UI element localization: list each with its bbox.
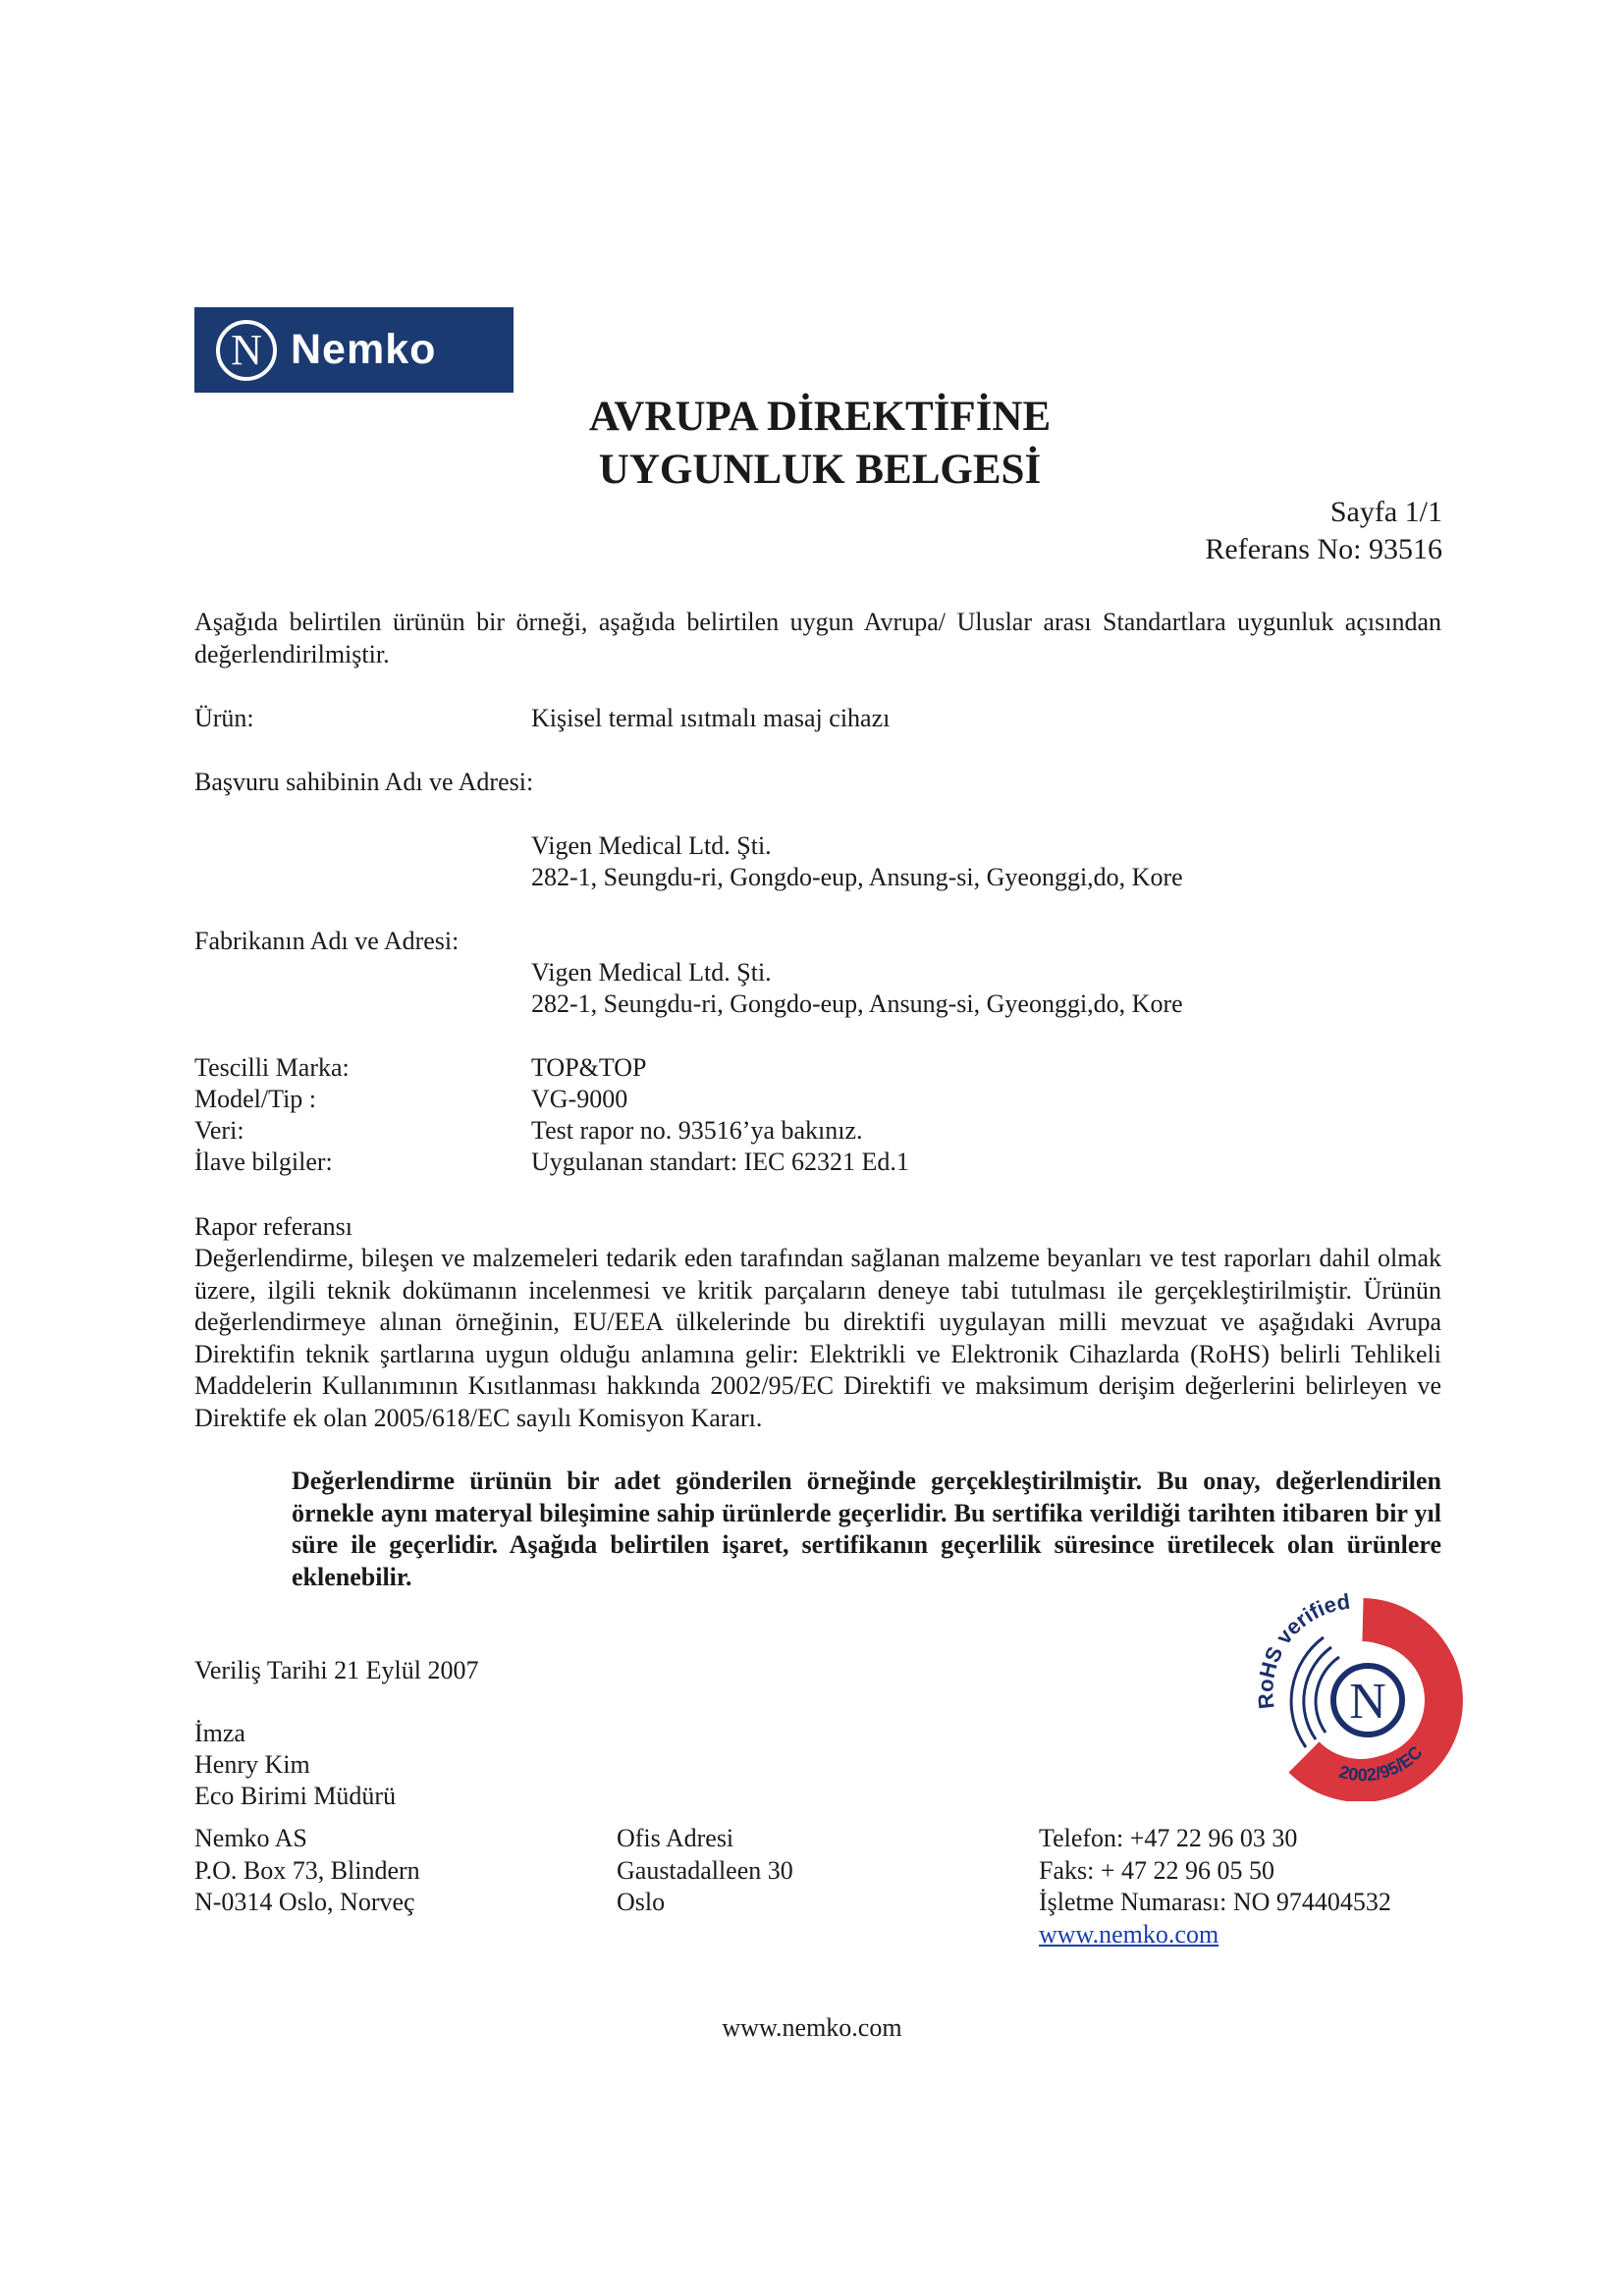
nemko-logo-text: Nemko [291,326,437,373]
fax-number: Faks: + 47 22 96 05 50 [1039,1855,1275,1885]
registration-number: İşletme Numarası: NO 974404532 [1039,1888,1391,1916]
data-label: Veri: [194,1116,244,1145]
report-body: Değerlendirme, bileşen ve malzemeleri tedarik eden tarafından sağlanan malzeme beyanları ve test raporları dahil olmak üzere, ilgili teknik dokümanın incelenmesi ve kritik parçaların deneye tabi tutulması ile gerçekleştirilmiştir. Ürünün değerlendirmeye alınan örneğinin, EU/EEA ülkelerinde bu direktifi uygulayan milli mevzuat ve aşağıdaki Avrupa Direktifin teknik şartlarına uygun olduğu anlamına gelir: Elektrikli ve Elektronik Cihazlarda (RoHS) belirli Tehlikeli Maddelerin Kullanımının Kısıtlanması hakkında 2002/95/EC Direktifi ve maksimum derişim değerlerini belirleyen ve Direktife ek olan 2005/618/EC sayılı Komisyon Kararı. [194,1244,1441,1432]
applicant-address: 282-1, Seungdu-ri, Gongdo-eup, Ansung-si, Gyeonggi,do, Kore [531,863,1183,891]
title-line-2: UYGUNLUK BELGESİ [598,447,1042,493]
trademark-value: TOP&TOP [531,1053,647,1082]
applicant-name: Vigen Medical Ltd. Şti. [531,831,772,860]
intro-paragraph: Aşağıda belirtilen ürünün bir örneği, aşağıda belirtilen uygun Avrupa/ Uluslar arası Standartlara uygunluk açısından değerlendirilmiştir. [194,608,1441,668]
seal-bottom-text: 2002/95/EC [1336,1741,1427,1786]
nemko-n-mark: N [216,320,277,381]
company-name: Nemko AS [194,1824,307,1852]
page-title [393,391,1247,497]
office-city: Oslo [617,1888,666,1916]
company-po-box: P.O. Box 73, Blindern [194,1855,420,1885]
page-footer-url: www.nemko.com [722,2013,902,2042]
signature-label: İmza [194,1719,245,1747]
title-line-1: AVRUPA DİREKTİFİNE [588,394,1052,440]
office-title: Ofis Adresi [617,1824,734,1852]
product-label: Ürün: [194,704,254,732]
data-value: Test rapor no. 93516’ya bakınız. [531,1116,863,1145]
issue-date: Veriliş Tarihi 21 Eylül 2007 [194,1656,479,1684]
company-city: N-0314 Oslo, Norveç [194,1888,415,1916]
rohs-seal-icon [1245,1580,1466,1801]
page-info [1205,494,1442,568]
trademark-label: Tescilli Marka: [194,1053,350,1082]
nemko-logo [194,307,514,393]
applicant-label: Başvuru sahibinin Adı ve Adresi: [194,768,534,796]
office-address [617,1823,793,1919]
contact-info [1039,1823,1391,1950]
signatory-position: Eco Birimi Müdürü [194,1782,397,1810]
report-heading: Rapor referansı [194,1212,352,1241]
seal-top-text: RoHS verified [1253,1588,1352,1711]
page-number: Sayfa 1/1 [1329,496,1442,528]
seal-n-mark: N [1349,1674,1386,1730]
model-value: VG-9000 [531,1085,628,1113]
additional-info-value: Uygulanan standart: IEC 62321 Ed.1 [531,1148,909,1176]
model-label: Model/Tip : [194,1085,317,1113]
reference-number: Referans No: 93516 [1205,533,1442,565]
company-address [194,1823,420,1919]
office-street: Gaustadalleen 30 [617,1855,793,1885]
additional-info-label: İlave bilgiler: [194,1148,333,1176]
manufacturer-name: Vigen Medical Ltd. Şti. [531,958,772,987]
rohs-verified-seal [1245,1580,1466,1801]
website-link[interactable]: www.nemko.com [1039,1919,1219,1949]
phone-number: Telefon: +47 22 96 03 30 [1039,1824,1298,1852]
manufacturer-label: Fabrikanın Adı ve Adresi: [194,927,460,955]
manufacturer-address: 282-1, Seungdu-ri, Gongdo-eup, Ansung-si, Gyeonggi,do, Kore [531,989,1183,1018]
product-value: Kişisel termal ısıtmalı masaj cihazı [531,704,891,732]
signatory-name: Henry Kim [194,1750,310,1779]
signature-block [194,1718,396,1812]
validity-notice: Değerlendirme ürünün bir adet gönderilen örneğinde gerçekleştirilmiştir. Bu onay, değerlendirilen örnekle aynı materyal bileşimine sahip ürünlerde geçerlidir. Bu sertifika verildiği tarihten itibaren bir yıl süre ile geçerlidir. Aşağıda belirtilen işaret, sertifikanın geçerlilik süresince üretilecek olan ürünlere eklenebilir. [292,1467,1441,1591]
